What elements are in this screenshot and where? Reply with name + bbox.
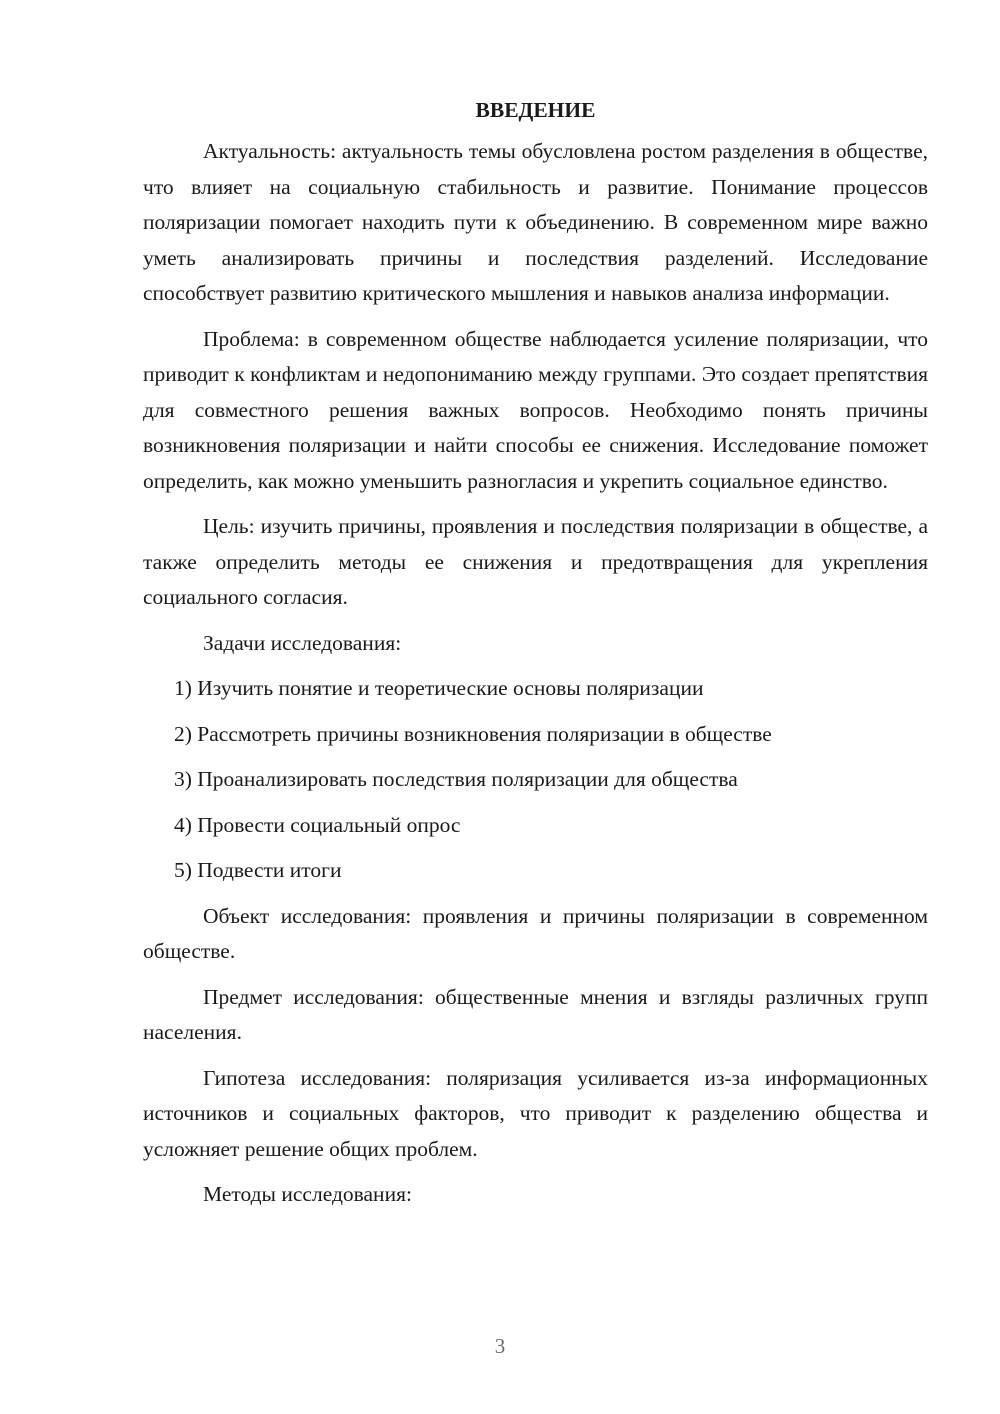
paragraph-subject: Предмет исследования: общественные мнения и взгляды различных групп населения. xyxy=(143,984,928,1044)
list-item: 5) Подвести итоги xyxy=(174,858,342,882)
paragraph-object: Объект исследования: проявления и причины поляризации в современном обществе. xyxy=(143,903,928,963)
list-item: 4) Провести социальный опрос xyxy=(174,812,461,837)
paragraph-goal: Цель: изучить причины, проявления и последствия поляризации в обществе, а также определить методы ее снижения и предотвращения для укрепления социального согласия. xyxy=(143,514,928,609)
paragraph-problem: Проблема: в современном обществе наблюдается усиление поляризации, что приводит к конфликтам и недопониманию между группами. Это создает препятствия для совместного решения важных вопросов. Необходимо понять причины возникновения поляризации и найти способы ее снижения. Исследование поможет определить, как можно уменьшить разногласия и укрепить социальное единство. xyxy=(143,326,928,493)
paragraph-hypothesis: Гипотеза исследования: поляризация усиливается из-за информационных источников и социальных факторов, что приводит к разделению общества и усложняет решение общих проблем. xyxy=(143,1065,928,1161)
tasks-heading: Задачи исследования: xyxy=(203,630,402,655)
list-item: 3) Проанализировать последствия поляризации для общества xyxy=(174,767,738,791)
list-item: 1) Изучить понятие и теоретические основы поляризации xyxy=(174,676,704,700)
document-body xyxy=(143,95,928,1223)
page-title: ВВЕДЕНИЕ xyxy=(475,98,596,122)
page-number: 3 xyxy=(494,1334,506,1358)
tasks-list xyxy=(143,671,928,889)
paragraph-relevance: Актуальность: актуальность темы обусловлена ростом разделения в обществе, что влияет на социальную стабильность и развитие. Понимание процессов поляризации помогает находить пути к объединению. В современном мире важно уметь анализировать причины и последствия разделений. Исследование способствует развитию критического мышления и навыков анализа информации. xyxy=(143,139,928,305)
list-item: 2) Рассмотреть причины возникновения поляризации в обществе xyxy=(174,721,772,746)
methods-heading: Методы исследования: xyxy=(203,1182,412,1206)
